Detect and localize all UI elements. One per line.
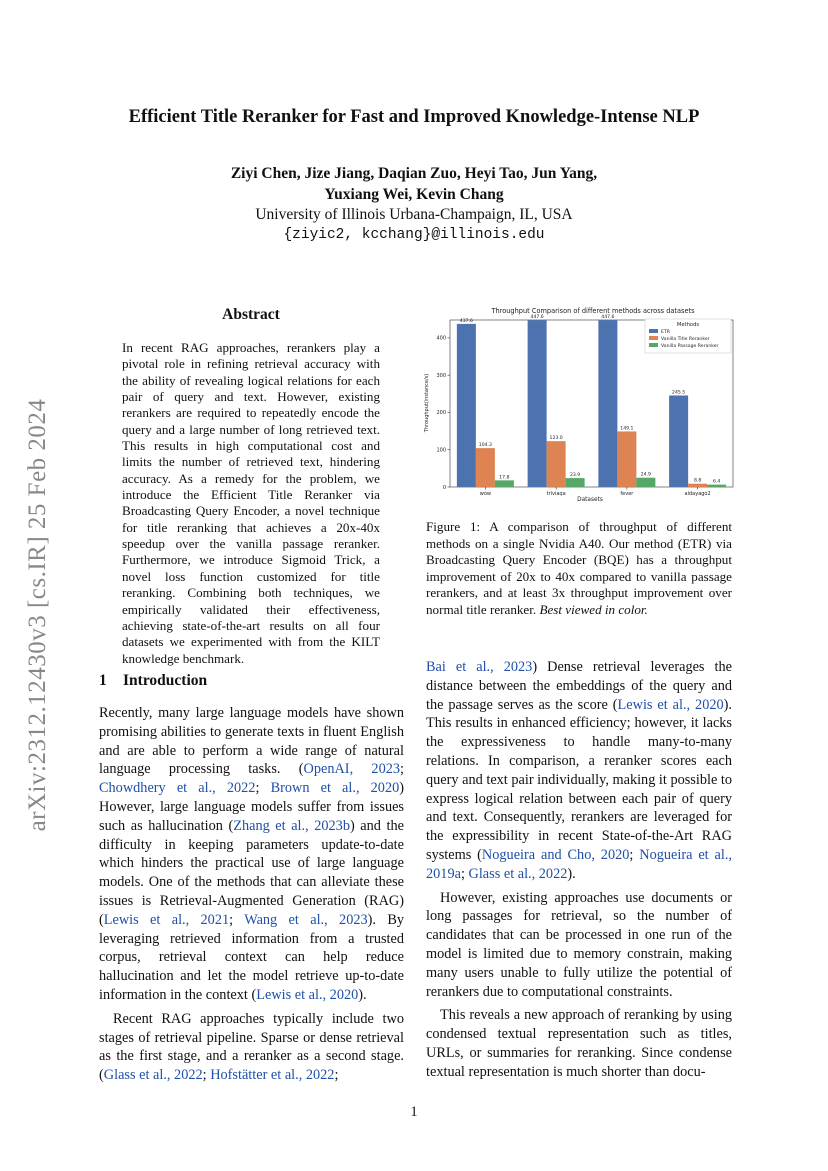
y-tick-label: 200 xyxy=(436,410,446,417)
bar-value-label: 447.6 xyxy=(530,315,544,321)
bar-value-label: 6.4 xyxy=(712,479,721,485)
text-run: ) and the difficulty in keeping parameters update-to-date which hinders the practical use of large language models. One of the methods that can alleviate these issues is Retrieval-Augmented Generation (RAG) ( xyxy=(99,817,404,928)
intro-right-paragraph-1 xyxy=(426,658,732,884)
citation-link[interactable]: Lewis et al., 2021 xyxy=(103,911,230,928)
bar xyxy=(547,441,566,487)
text-run: ; xyxy=(334,1067,339,1084)
legend-label-title-reranker: Vanilla Title Reranker xyxy=(661,336,710,342)
author-block xyxy=(160,163,668,245)
legend-label-passage-reranker: Vanilla Passage Reranker xyxy=(661,343,719,349)
arxiv-identifier: arXiv:2312.12430v3 [cs.IR] 25 Feb 2024 xyxy=(24,398,51,832)
caption-text: Figure 1: A comparison of throughput of different methods on a single Nvidia A40. Our method (ETR) via Broadcasting Query Encoder (BQE) has a throughput improvement of 20x to 40x compared to vanilla passage rerankers, and at least 3x throughput improvement over normal title reranker. xyxy=(426,519,732,617)
figure-caption xyxy=(426,519,732,619)
chart-legend xyxy=(645,319,731,353)
y-tick-label: 0 xyxy=(442,484,446,491)
bar-value-label: 17.8 xyxy=(499,475,510,481)
bar-value-label: 23.9 xyxy=(570,473,581,479)
throughput-bar-chart xyxy=(415,303,737,503)
x-tick-label: wow xyxy=(479,491,491,497)
citation-link[interactable]: Bai et al., 2023 xyxy=(426,659,533,675)
legend-label-etr: ETR xyxy=(661,329,670,335)
legend-title: Methods xyxy=(676,322,700,328)
citation-link[interactable]: Nogueira et al., 2019a xyxy=(426,846,732,882)
text-run: ; xyxy=(400,761,404,778)
text-run: ) Dense retrieval leverages the distance between the embeddings of the query and the passage serves as the score ( xyxy=(426,659,732,713)
citation-link[interactable]: Glass et al., 2022 xyxy=(468,865,568,882)
text-run: ; xyxy=(202,1067,211,1084)
bar xyxy=(617,431,636,487)
citation-link[interactable]: Nogueira and Cho, 2020 xyxy=(481,846,630,863)
bar-value-label: 123.0 xyxy=(549,436,563,442)
legend-swatch-title-reranker xyxy=(649,336,658,340)
bar xyxy=(688,484,707,487)
intro-right-column xyxy=(426,658,732,1082)
section-heading xyxy=(99,672,207,690)
citation-link[interactable]: Zhang et al., 2023b xyxy=(233,817,350,834)
y-axis-label: Throughput(instance/s) xyxy=(424,373,430,433)
legend-swatch-etr xyxy=(649,329,658,333)
citation-link[interactable]: Wang et al., 2023 xyxy=(244,911,368,928)
x-tick-label: triviaqa xyxy=(546,491,566,497)
author-email: {ziyic2, kcchang}@illinois.edu xyxy=(283,227,545,243)
citation-link[interactable]: OpenAI, 2023 xyxy=(303,761,401,778)
figure-1 xyxy=(415,303,737,503)
bar xyxy=(636,478,655,487)
chart-title: Throughput Comparison of different methods across datasets xyxy=(491,307,695,315)
text-run: ). xyxy=(358,986,367,1003)
legend-swatch-passage-reranker xyxy=(649,343,658,347)
citation-link[interactable]: Chowdhery et al., 2022 xyxy=(99,780,256,797)
bar xyxy=(476,448,495,487)
bar-value-label: 149.1 xyxy=(620,426,634,432)
citation-link[interactable]: Glass et al., 2022 xyxy=(103,1067,203,1084)
citation-link[interactable]: Hofstätter et al., 2022 xyxy=(210,1067,335,1084)
bar xyxy=(598,320,617,487)
text-run: Recently, many large language models have shown promising abilities to generate texts in fluent English and are able to perform a wide range of natural language processing tasks. ( xyxy=(99,705,404,778)
bar xyxy=(669,395,688,487)
intro-paragraph-2 xyxy=(99,1010,404,1085)
bar xyxy=(528,320,547,487)
citation-link[interactable]: Brown et al., 2020 xyxy=(270,780,400,797)
intro-right-paragraph-3: This reveals a new approach of reranking by using condensed textual representation such as titles, URLs, or summaries for reranking. Since condense textual representation is much shorter than docu- xyxy=(426,1007,732,1080)
x-tick-label: aidayago2 xyxy=(684,491,711,497)
text-run: ). xyxy=(567,865,576,882)
text-run: Recent RAG approaches typically include two stages of retrieval pipeline. Sparse or dense retrieval as the first stage, and a reranker as a second stage. ( xyxy=(99,1010,404,1084)
text-run: ; xyxy=(255,780,271,797)
abstract-heading: Abstract xyxy=(222,306,280,323)
text-run: ; xyxy=(229,911,245,928)
text-run: ; xyxy=(460,865,469,882)
text-run: ) However, large language models suffer from issues such as hallucination ( xyxy=(99,780,405,834)
intro-paragraph-1 xyxy=(99,704,404,1005)
section-title: Introduction xyxy=(123,672,208,689)
bar xyxy=(495,480,514,487)
x-axis-label: Datasets xyxy=(577,497,603,503)
citation-link[interactable]: Lewis et al., 2020 xyxy=(256,986,359,1003)
y-tick-label: 300 xyxy=(436,372,446,379)
abstract-text: In recent RAG approaches, rerankers play a pivotal role in refining retrieval accuracy with the ability of revealing logical relations for each pair of query and text. However, existing rerankers are required to repeatedly encode the query and a large number of long retrieved text. This results in high computational cost and limits the number of retrieved text, hindering accuracy. As a remedy for the problem, we introduce the Efficient Title Reranker via Broadcasting Query Encoder, a novel technique for title reranking that achieves a 20x-40x speedup over the vanilla passage reranker. Furthermore, we introduce Sigmoid Trick, a novel loss function customized for title reranking. Combining both techniques, we empirically validated their effectiveness, achieving state-of-the-art results on all four datasets we experimented with from the KILT knowledge benchmark. xyxy=(122,340,380,666)
bar xyxy=(457,324,476,487)
bar-value-label: 447.6 xyxy=(601,315,615,321)
bar-value-label: 104.3 xyxy=(478,443,492,449)
section-number: 1 xyxy=(99,672,107,689)
bar-value-label: 245.5 xyxy=(672,390,686,396)
bar xyxy=(566,478,585,487)
caption-emphasis: Best viewed in color. xyxy=(539,601,648,617)
bar-value-label: 437.6 xyxy=(459,318,473,324)
author-names-line-1: Ziyi Chen, Jize Jiang, Daqian Zuo, Heyi Tao, Jun Yang, xyxy=(230,165,598,182)
intro-right-paragraph-2: However, existing approaches use documents or long passages for retrieval, so the number of candidates that can be processed in one run of the model is limited due to memory constrain, making many users unable to fully utilize the potential of rerankers due to computational constraints. xyxy=(426,889,732,1000)
x-tick-label: fever xyxy=(620,491,634,497)
page-number: 1 xyxy=(410,1104,418,1120)
author-affiliation: University of Illinois Urbana-Champaign, IL, USA xyxy=(255,206,573,223)
text-run: ). This results in enhanced efficiency; however, it lacks the expressiveness to handle many-to-many relations. In comparison, a reranker scores each query and text pair individually, making it possible to express logical relation between each pair of query and text. Consequently, rerankers are leveraged for the expressibility in recent State-of-the-Art RAG systems ( xyxy=(426,696,733,863)
bar xyxy=(707,485,726,487)
bar-value-label: 8.8 xyxy=(693,478,702,484)
intro-left-column xyxy=(99,704,404,1085)
y-tick-label: 100 xyxy=(436,447,446,454)
text-run: ; xyxy=(629,846,640,863)
arxiv-stamp xyxy=(18,375,58,855)
text-run: ). By leveraging retrieved information from a trusted corpus, retrieval context can help reduce hallucination and let the model retrieve up-to-date information in the context ( xyxy=(99,911,405,1003)
bar-value-label: 24.9 xyxy=(640,472,651,478)
author-names-line-2: Yuxiang Wei, Kevin Chang xyxy=(324,186,504,203)
paper-title: Efficient Title Reranker for Fast and Improved Knowledge-Intense NLP xyxy=(128,107,700,127)
y-tick-label: 400 xyxy=(436,335,446,342)
citation-link[interactable]: Lewis et al., 2020 xyxy=(617,696,724,713)
